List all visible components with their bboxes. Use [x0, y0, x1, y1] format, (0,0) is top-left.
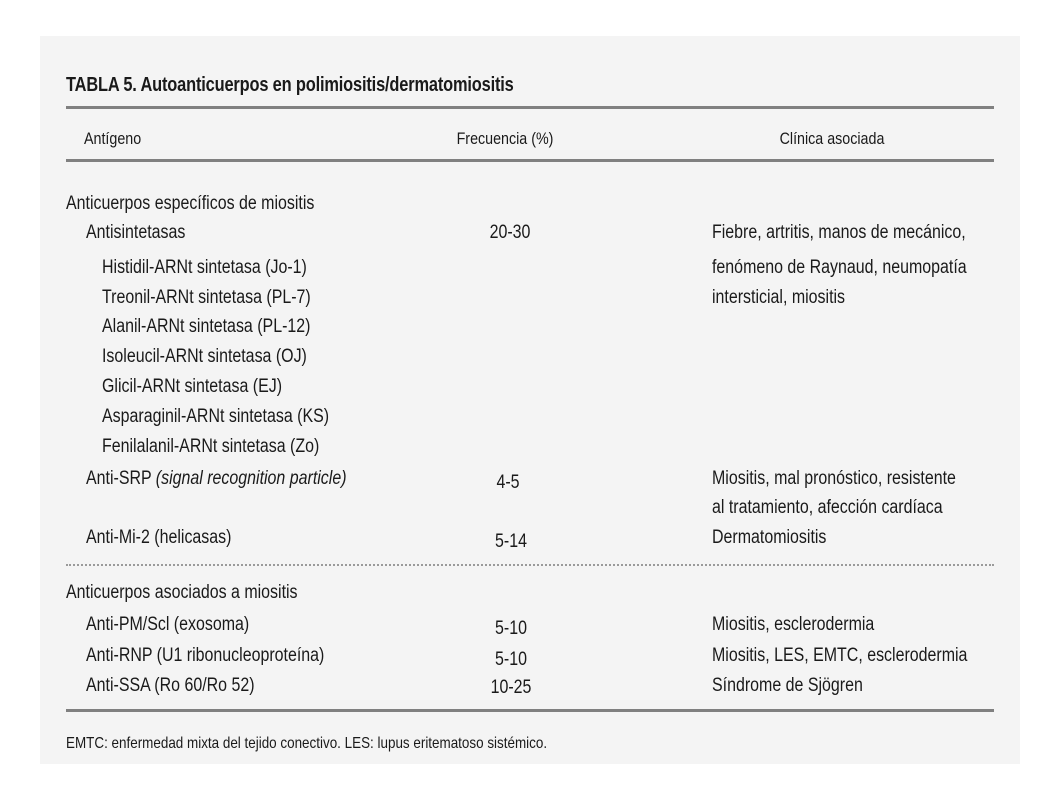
pmscl-clinic: Miositis, esclerodermia: [712, 614, 875, 635]
srp-antigen: [86, 464, 347, 494]
srp-clinic-line: al tratamiento, afección cardíaca: [712, 497, 943, 518]
section-associated-label: Anticuerpos asociados a miositis: [66, 582, 298, 603]
rnp-frequency: 5-10: [495, 649, 527, 670]
rnp-antigen: Anti-RNP (U1 ribonucleoproteína): [86, 645, 325, 666]
table-footnote: EMTC: enfermedad mixta del tejido conectivo. LES: lupus eritematoso sistémico.: [66, 735, 548, 752]
table-title: TABLA 5. Autoanticuerpos en polimiositis/dermatomiositis: [66, 74, 514, 96]
header-frequency: Frecuencia (%): [456, 129, 554, 148]
enzyme-item: Alanil-ARNt sintetasa (PL-12): [102, 316, 311, 337]
top-rule: [66, 106, 994, 109]
header-rule: [66, 159, 994, 162]
rnp-clinic: Miositis, LES, EMTC, esclerodermia: [712, 645, 968, 666]
enzyme-item: Asparaginil-ARNt sintetasa (KS): [102, 406, 330, 427]
enzyme-item: Treonil-ARNt sintetasa (PL-7): [102, 287, 311, 308]
srp-label: Anti-SRP: [86, 468, 152, 489]
ssa-frequency: 10-25: [490, 677, 532, 698]
enzyme-item: Histidil-ARNt sintetasa (Jo-1): [102, 257, 307, 278]
bottom-rule: [66, 709, 994, 712]
section-specific-label: Anticuerpos específicos de miositis: [66, 193, 315, 214]
section-divider: [66, 564, 994, 566]
ssa-clinic: Síndrome de Sjögren: [712, 675, 863, 696]
header-antigen: Antígeno: [84, 129, 142, 148]
header-clinic: Clínica asociada: [779, 129, 885, 148]
pmscl-frequency: 5-10: [495, 618, 527, 639]
antisintetasas-label: Antisintetasas: [86, 222, 186, 243]
srp-label-italic: (signal recognition particle): [155, 468, 347, 489]
mi2-antigen: Anti-Mi-2 (helicasas): [86, 527, 232, 548]
mi2-frequency: 5-14: [495, 531, 527, 552]
antisintetasas-clinic-line: intersticial, miositis: [712, 287, 846, 308]
antisintetasas-clinic-line: fenómeno de Raynaud, neumopatía: [712, 257, 967, 278]
srp-frequency: 4-5: [496, 472, 520, 493]
enzyme-item: Glicil-ARNt sintetasa (EJ): [102, 376, 283, 397]
ssa-antigen: Anti-SSA (Ro 60/Ro 52): [86, 675, 255, 696]
enzyme-item: Fenilalanil-ARNt sintetasa (Zo): [102, 436, 320, 457]
antisintetasas-clinic-line: Fiebre, artritis, manos de mecánico,: [712, 222, 966, 243]
pmscl-antigen: Anti-PM/Scl (exosoma): [86, 614, 250, 635]
mi2-clinic: Dermatomiositis: [712, 527, 827, 548]
srp-clinic-line: Miositis, mal pronóstico, resistente: [712, 468, 956, 489]
antisintetasas-frequency: 20-30: [489, 222, 531, 243]
enzyme-item: Isoleucil-ARNt sintetasa (OJ): [102, 346, 307, 367]
